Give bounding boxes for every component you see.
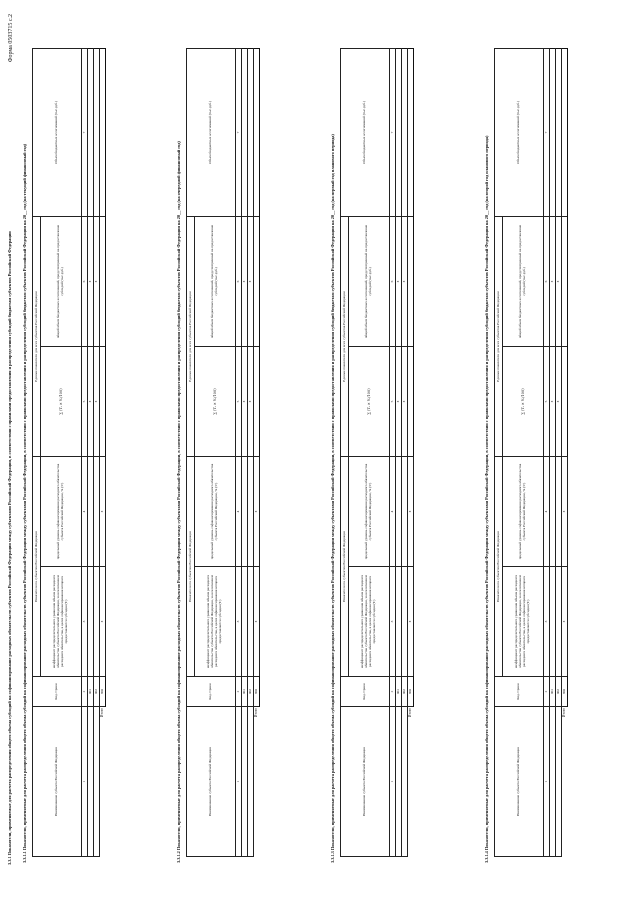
colnum-2: 2	[390, 677, 396, 707]
total-row	[562, 48, 568, 856]
col6-header: общий объем бюджетных ассигнований, предусмотренный на предоставление субсидий (тыс.руб.)	[41, 216, 82, 346]
cell-x: x	[100, 457, 106, 567]
col3-header: коэффициент распределительного уравнения объема расходного обязательства субъекта Российской Федерации, за исключением расходного обязательства, в целях софинансирования которого предоставляется субсидия (Тᵢ)	[503, 567, 544, 677]
colnum-7: 7	[390, 48, 396, 216]
col7-header: Объем бюджетных ассигнований (тыс.руб.)	[495, 48, 544, 216]
colnum-1: 1	[544, 707, 550, 857]
colnum-6: 6	[544, 216, 550, 346]
colnum-6: 6	[236, 216, 242, 346]
cell-x: x	[242, 347, 248, 457]
col5-formula: ∑ (Tᵢ × Уᵢ/100)	[195, 347, 236, 457]
total-sum[interactable]	[100, 347, 106, 457]
colnum-2: 2	[82, 677, 88, 707]
colnum-2: 2	[544, 677, 550, 707]
colnum-6: 6	[82, 216, 88, 346]
colnum-1: 1	[390, 707, 396, 857]
cell-x: x	[248, 216, 254, 346]
main-heading: 3.3.1 Показатели, применяемые для расчета распределения общего объема субсидий на софинансирование расходных обязательств субъектов Российской Федерации между субъектами Российской Федерации, в соответствии с правилами предоставления и распределения субсидий бюджетам субъектов Российской Федерации	[7, 231, 12, 865]
col-code-header: Код строки	[341, 677, 390, 707]
section-title: 3.3.1.1 Показатели, применяемые для расчета распределения общего объема субсидий на софинансирование расходных обязательств субъектов Российской Федерации между субъектами Российской Федерации, в соответствии с правилами предоставления и распределения субсидий бюджетам субъектов Российской Федерации на 20__ год (на текущий финансовый год)	[22, 143, 27, 863]
total-sum[interactable]	[562, 347, 568, 457]
colnum-7: 7	[82, 48, 88, 216]
total-sum[interactable]	[408, 347, 414, 457]
cell-code: 001	[550, 677, 556, 707]
group-indicators-header: Показатели по субъектам Российской Федерации	[187, 457, 195, 677]
cell-x: x	[254, 457, 260, 567]
colnum-5: 5	[544, 347, 550, 457]
total-volume-all[interactable]	[254, 216, 260, 346]
cell-x: x	[88, 216, 94, 346]
cell-code: 002	[248, 677, 254, 707]
col6-header: общий объем бюджетных ассигнований, предусмотренный на предоставление субсидий (тыс.руб.)	[349, 216, 390, 346]
total-code: 900	[100, 677, 106, 707]
total-volume-all[interactable]	[562, 216, 568, 346]
cell-x: x	[396, 347, 402, 457]
cell-x: x	[556, 347, 562, 457]
cell-x: x	[248, 347, 254, 457]
cell-x: x	[550, 216, 556, 346]
colnum-3: 3	[390, 567, 396, 677]
col-name-header: Наименование субъекта Российской Федерации	[33, 707, 82, 857]
cell-x: x	[396, 216, 402, 346]
group-calc-header: Единые показатели для всех субъектов Российской Федерации	[495, 216, 503, 456]
col4-header: предельный уровень софинансирования расходного обязательства субъекта Российской Федерации, % (Уᵢ)	[195, 457, 236, 567]
colnum-4: 4	[544, 457, 550, 567]
cell-x: x	[242, 216, 248, 346]
colnum-3: 3	[236, 567, 242, 677]
col4-header: предельный уровень софинансирования расходного обязательства субъекта Российской Федерации, % (Уᵢ)	[503, 457, 544, 567]
cell-code: 002	[402, 677, 408, 707]
group-indicators-header: Показатели по субъектам Российской Федерации	[495, 457, 503, 677]
cell-code: 001	[88, 677, 94, 707]
indicators-table	[186, 48, 260, 857]
colnum-7: 7	[236, 48, 242, 216]
cell-x: x	[94, 347, 100, 457]
group-indicators-header: Показатели по субъектам Российской Федерации	[33, 457, 41, 677]
total-volume[interactable]	[562, 48, 568, 216]
col3-header: коэффициент распределительного уравнения объема расходного обязательства субъекта Российской Федерации, за исключением расходного обязательства, в целях софинансирования которого предоставляется субсидия (Тᵢ)	[349, 567, 390, 677]
cell-x: x	[94, 216, 100, 346]
col5-formula: ∑ (Tᵢ × Уᵢ/100)	[349, 347, 390, 457]
group-calc-header: Единые показатели для всех субъектов Российской Федерации	[33, 216, 41, 456]
total-code: 900	[562, 677, 568, 707]
group-calc-header: Единые показатели для всех субъектов Российской Федерации	[187, 216, 195, 456]
section-3	[330, 25, 414, 881]
total-volume[interactable]	[254, 48, 260, 216]
col-code-header: Код строки	[187, 677, 236, 707]
indicators-table	[494, 48, 568, 857]
colnum-5: 5	[82, 347, 88, 457]
col-code-header: Код строки	[495, 677, 544, 707]
col7-header: Объем бюджетных ассигнований (тыс.руб.)	[187, 48, 236, 216]
total-label: Итого	[99, 708, 104, 718]
section-1	[22, 25, 106, 881]
cell-x: x	[408, 567, 414, 677]
col7-header: Объем бюджетных ассигнований (тыс.руб.)	[33, 48, 82, 216]
colnum-6: 6	[390, 216, 396, 346]
colnum-4: 4	[236, 457, 242, 567]
total-row	[100, 48, 106, 856]
total-code: 900	[254, 677, 260, 707]
total-sum[interactable]	[254, 347, 260, 457]
col6-header: общий объем бюджетных ассигнований, предусмотренный на предоставление субсидий (тыс.руб.)	[195, 216, 236, 346]
colnum-2: 2	[236, 677, 242, 707]
colnum-3: 3	[544, 567, 550, 677]
section-2	[176, 25, 260, 881]
indicators-table	[32, 48, 106, 857]
total-code: 900	[408, 677, 414, 707]
colnum-1: 1	[82, 707, 88, 857]
col4-header: предельный уровень софинансирования расходного обязательства субъекта Российской Федерации, % (Уᵢ)	[349, 457, 390, 567]
col-code-header: Код строки	[33, 677, 82, 707]
indicators-table	[340, 48, 414, 857]
total-label: Итого	[253, 708, 258, 718]
cell-x: x	[402, 347, 408, 457]
section-title: 3.3.1.4 Показатели, применяемые для расчета распределения общего объема субсидий на софинансирование расходных обязательств субъектов Российской Федерации между субъектами Российской Федерации, в соответствии с правилами предоставления и распределения субсидий бюджетам субъектов Российской Федерации на 20__ год (на второй год планового периода)	[484, 135, 489, 863]
col-name-header: Наименование субъекта Российской Федерации	[341, 707, 390, 857]
group-indicators-header: Показатели по субъектам Российской Федерации	[341, 457, 349, 677]
cell-x: x	[408, 457, 414, 567]
total-volume[interactable]	[408, 48, 414, 216]
colnum-7: 7	[544, 48, 550, 216]
cell-x: x	[88, 347, 94, 457]
col4-header: предельный уровень софинансирования расходного обязательства субъекта Российской Федерации, % (Уᵢ)	[41, 457, 82, 567]
cell-x: x	[550, 347, 556, 457]
colnum-3: 3	[82, 567, 88, 677]
colnum-1: 1	[236, 707, 242, 857]
cell-code: 002	[94, 677, 100, 707]
col3-header: коэффициент распределительного уравнения объема расходного обязательства субъекта Российской Федерации, за исключением расходного обязательства, в целях софинансирования которого предоставляется субсидия (Тᵢ)	[195, 567, 236, 677]
colnum-5: 5	[390, 347, 396, 457]
cell-x: x	[254, 567, 260, 677]
cell-x: x	[562, 457, 568, 567]
cell-code: 001	[396, 677, 402, 707]
total-volume-all[interactable]	[408, 216, 414, 346]
total-volume[interactable]	[100, 48, 106, 216]
col3-header: коэффициент распределительного уравнения объема расходного обязательства субъекта Российской Федерации, за исключением расходного обязательства, в целях софинансирования которого предоставляется субсидия (Тᵢ)	[41, 567, 82, 677]
total-row	[254, 48, 260, 856]
col6-header: общий объем бюджетных ассигнований, предусмотренный на предоставление субсидий (тыс.руб.)	[503, 216, 544, 346]
colnum-4: 4	[390, 457, 396, 567]
total-label: Итого	[561, 708, 566, 718]
col5-formula: ∑ (Tᵢ × Уᵢ/100)	[41, 347, 82, 457]
section-title: 3.3.1.3 Показатели, применяемые для расчета распределения общего объема субсидий на софинансирование расходных обязательств субъектов Российской Федерации между субъектами Российской Федерации, в соответствии с правилами предоставления и распределения субсидий бюджетам субъектов Российской Федерации на 20__ год (на первый год планового периода)	[330, 134, 335, 863]
col7-header: Объем бюджетных ассигнований (тыс.руб.)	[341, 48, 390, 216]
total-label: Итого	[407, 708, 412, 718]
cell-x: x	[556, 216, 562, 346]
group-calc-header: Единые показатели для всех субъектов Российской Федерации	[341, 216, 349, 456]
total-volume-all[interactable]	[100, 216, 106, 346]
col-name-header: Наименование субъекта Российской Федерации	[495, 707, 544, 857]
cell-code: 001	[242, 677, 248, 707]
form-code: Форма 0503715 с.2	[8, 14, 14, 63]
total-row	[408, 48, 414, 856]
section-title: 3.3.1.2 Показатели, применяемые для расчета распределения общего объема субсидий на софинансирование расходных обязательств субъектов Российской Федерации между субъектами Российской Федерации, в соответствии с правилами предоставления и распределения субсидий бюджетам субъектов Российской Федерации на 20__ год (на очередной финансовый год)	[176, 141, 181, 863]
cell-x: x	[562, 567, 568, 677]
cell-x: x	[402, 216, 408, 346]
section-4	[484, 25, 568, 881]
col5-formula: ∑ (Tᵢ × Уᵢ/100)	[503, 347, 544, 457]
colnum-4: 4	[82, 457, 88, 567]
colnum-5: 5	[236, 347, 242, 457]
cell-code: 002	[556, 677, 562, 707]
cell-x: x	[100, 567, 106, 677]
col-name-header: Наименование субъекта Российской Федерации	[187, 707, 236, 857]
